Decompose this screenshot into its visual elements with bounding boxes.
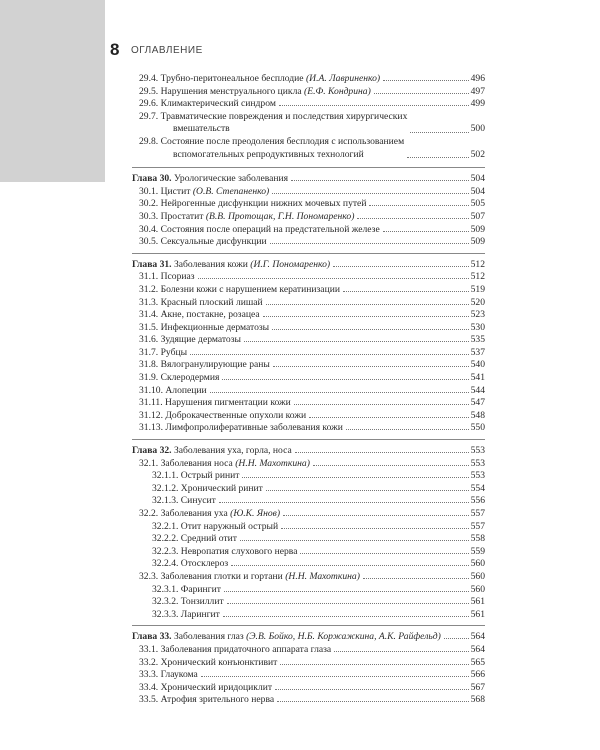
- entry-page: 496: [470, 73, 485, 84]
- dot-leader: [277, 701, 469, 702]
- dot-leader: [410, 132, 468, 133]
- entry-title: 31.6. Зудящие дерматозы: [139, 334, 241, 346]
- entry-title: 31.13. Лимфопролиферативные заболевания кожи: [139, 422, 343, 434]
- toc-entry: [132, 558, 485, 571]
- entry-title-line: вспомогательных репродуктивных технологий: [173, 148, 364, 160]
- entry-page: 559: [470, 545, 485, 557]
- dot-leader: [266, 490, 469, 491]
- entry-author: (И.А. Лавриненко): [305, 73, 381, 84]
- toc-entry: [132, 410, 485, 423]
- dot-leader: [201, 676, 469, 677]
- chapter-label: Глава 30.: [132, 173, 172, 185]
- dot-leader: [294, 404, 469, 405]
- dot-leader: [363, 578, 469, 579]
- chapter-label: Глава 31.: [132, 258, 172, 270]
- entry-title: 29.6. Климактерический синдром: [139, 98, 276, 110]
- entry-title: 29.4. Трубно-перитонеальное бесплодие (И.А. Лавриненко): [139, 73, 381, 84]
- entry-title: 30.2. Нейрогенные дисфункции нижних мочевых путей: [139, 198, 367, 210]
- entry-page: 560: [470, 558, 485, 570]
- entry-page: 547: [470, 397, 485, 409]
- entry-title: 32.2.2. Средний отит: [152, 533, 237, 545]
- entry-page: 537: [470, 346, 485, 358]
- toc-entry: [132, 422, 485, 435]
- toc-entry: [132, 186, 485, 199]
- dot-leader: [444, 638, 469, 639]
- entry-page: 544: [470, 384, 485, 396]
- toc-entry: [132, 533, 485, 546]
- entry-title: 31.11. Нарушения пигментации кожи: [139, 397, 291, 409]
- chapter-section: [132, 253, 485, 435]
- chapter-page: 504: [470, 173, 485, 185]
- dot-leader: [346, 429, 469, 430]
- entry-page: 557: [470, 508, 485, 519]
- entry-page: 497: [470, 85, 485, 97]
- entry-title: 33.4. Хронический иридоциклит: [139, 681, 273, 693]
- chapter-author: (Э.В. Бойко, Н.Б. Коржажкина, А.К. Райфельд): [246, 631, 441, 643]
- entry-page: 558: [470, 533, 485, 545]
- entry-author: (Н.Н. Махоткина): [285, 570, 360, 582]
- dot-leader: [275, 689, 469, 690]
- dot-leader: [309, 417, 469, 418]
- entry-title: 32.2.4. Отосклероз: [152, 558, 229, 570]
- chapter-heading: [132, 259, 485, 272]
- entry-title: 31.12. Доброкачественные опухоли кожи: [139, 409, 307, 421]
- entry-page: 567: [470, 681, 485, 693]
- entry-title: [132, 136, 404, 161]
- toc-entry-multiline: [132, 136, 485, 161]
- entry-page: 502: [470, 148, 485, 160]
- toc-entry: [132, 322, 485, 335]
- entry-page: 530: [470, 321, 485, 333]
- dot-leader: [291, 180, 469, 181]
- entry-title: 30.5. Сексуальные дисфункции: [139, 236, 267, 248]
- entry-author: (В.В. Протощак, Г.Н. Пономаренко): [205, 210, 355, 222]
- entry-page: 504: [470, 185, 485, 197]
- dot-leader: [383, 80, 469, 81]
- entry-page: 550: [470, 422, 485, 434]
- entry-title: 32.1.2. Хронический ринит: [152, 482, 263, 494]
- toc-entry: [132, 297, 485, 310]
- entry-page: 561: [470, 596, 485, 608]
- entry-title: 33.1. Заболевания придаточного аппарата глаза: [139, 643, 332, 655]
- entry-title: 32.1.1. Острый ринит: [152, 470, 240, 482]
- toc-entry: [132, 682, 485, 695]
- entry-title: 30.3. Простатит (В.В. Протощак, Г.Н. Пономаренко): [139, 210, 355, 222]
- entry-title: 32.2.3. Невропатия слухового нерва: [152, 545, 298, 557]
- dot-leader: [263, 316, 469, 317]
- toc-entry: [132, 609, 485, 622]
- entry-page: 540: [470, 359, 485, 371]
- entry-page: 556: [470, 495, 485, 507]
- dot-leader: [223, 616, 469, 617]
- entry-title: 31.8. Вялогранулирующие раны: [139, 359, 270, 371]
- entry-title: 32.3.1. Фарингит: [152, 583, 221, 595]
- chapter-label: Глава 32.: [132, 445, 172, 457]
- entry-author: (О.В. Степаненко): [192, 185, 270, 197]
- toc-entry: [132, 236, 485, 249]
- toc-entry: [132, 224, 485, 237]
- entry-page: 561: [470, 608, 485, 620]
- toc-entry: [132, 73, 485, 86]
- toc-entry: [132, 546, 485, 559]
- dot-leader: [190, 354, 469, 355]
- dot-leader: [227, 603, 469, 604]
- entry-title: 33.3. Глаукома: [139, 669, 198, 681]
- toc-entry-multiline: [132, 111, 485, 136]
- chapter-heading: [132, 631, 485, 644]
- entry-title: 32.3.3. Ларингит: [152, 608, 220, 620]
- table-of-contents: [132, 73, 485, 707]
- dot-leader: [333, 266, 469, 267]
- entry-title-line: вмешательств: [173, 123, 230, 135]
- dot-leader: [407, 157, 468, 158]
- toc-entry: [132, 98, 485, 111]
- dot-leader: [210, 392, 469, 393]
- toc-entry: [132, 521, 485, 534]
- chapter-page: 564: [470, 631, 485, 643]
- dot-leader: [280, 664, 468, 665]
- toc-entry: [132, 596, 485, 609]
- toc-entry: [132, 508, 485, 521]
- dot-leader: [295, 452, 469, 453]
- toc-entry: [132, 458, 485, 471]
- entry-page: 557: [470, 520, 485, 532]
- toc-entry: [132, 372, 485, 385]
- toc-entry: [132, 359, 485, 372]
- entry-title: 32.1.3. Синусит: [152, 495, 216, 507]
- entry-title: 31.10. Алопеции: [139, 384, 207, 396]
- entry-title: 30.4. Состояния после операций на предстательной железе: [139, 223, 380, 235]
- chapter-section: [132, 167, 485, 249]
- entry-page: 541: [470, 372, 485, 384]
- dot-leader: [383, 231, 469, 232]
- chapter-title: Глава 30. Урологические заболевания: [132, 173, 289, 185]
- dot-leader: [266, 304, 469, 305]
- entry-author: (Е.Ф. Кондрина): [304, 85, 371, 97]
- entry-title: 32.2. Заболевания уха (Ю.К. Янов): [139, 508, 281, 519]
- dot-leader: [300, 553, 468, 554]
- toc-entry: [132, 657, 485, 670]
- toc-entry: [132, 495, 485, 508]
- entry-title: 31.3. Красный плоский лишай: [139, 296, 263, 308]
- dot-leader: [219, 502, 469, 503]
- entry-page: 499: [470, 98, 485, 110]
- entry-page: 507: [470, 210, 485, 222]
- running-header: ОГЛАВЛЕНИЕ: [131, 45, 203, 56]
- toc-entry: [132, 694, 485, 707]
- entry-page: 500: [470, 123, 485, 135]
- entry-page: 535: [470, 334, 485, 346]
- entry-page: 564: [470, 643, 485, 655]
- entry-title: [132, 111, 407, 136]
- dot-leader: [279, 105, 469, 106]
- entry-author: (Н.Н. Махоткина): [235, 457, 310, 469]
- page-number: 8: [110, 40, 120, 59]
- chapter-section: [132, 625, 485, 707]
- dot-leader: [313, 465, 469, 466]
- toc-entry: [132, 483, 485, 496]
- entry-page: 548: [470, 409, 485, 421]
- toc-entry: [132, 271, 485, 284]
- chapter-page: 553: [470, 445, 485, 457]
- entry-author: (Ю.К. Янов): [230, 508, 281, 519]
- dot-leader: [242, 477, 468, 478]
- dot-leader: [357, 218, 468, 219]
- dot-leader: [334, 651, 468, 652]
- dot-leader: [374, 93, 469, 94]
- entry-title: 33.5. Атрофия зрительного нерва: [139, 694, 275, 706]
- entry-title: 31.5. Инфекционные дерматозы: [139, 321, 270, 333]
- chapter-section: [132, 439, 485, 621]
- toc-entry: [132, 470, 485, 483]
- toc-entry: [132, 584, 485, 597]
- dot-leader: [222, 379, 468, 380]
- entry-title: 31.7. Рубцы: [139, 346, 188, 358]
- toc-entry: [132, 571, 485, 584]
- entry-title: 32.2.1. Отит наружный острый: [152, 520, 279, 532]
- entry-page: 560: [470, 583, 485, 595]
- dot-leader: [369, 205, 468, 206]
- toc-entry: [132, 86, 485, 99]
- dot-leader: [231, 565, 468, 566]
- entry-title: 32.3.2. Тонзиллит: [152, 596, 224, 608]
- chapter-heading: [132, 445, 485, 458]
- chapter-page: 512: [470, 258, 485, 270]
- entry-page: 560: [470, 570, 485, 582]
- chapter-author: (И.Г. Пономаренко): [250, 258, 331, 270]
- entry-title: 32.1. Заболевания носа (Н.Н. Махоткина): [139, 457, 310, 469]
- entry-title: 31.1. Псориаз: [139, 271, 195, 283]
- entry-page: 509: [470, 223, 485, 235]
- toc-entry: [132, 334, 485, 347]
- entry-page: 566: [470, 669, 485, 681]
- toc-entry: [132, 284, 485, 297]
- chapter-title: Глава 33. Заболевания глаз (Э.В. Бойко, Н.Б. Коржажкина, А.К. Райфельд): [132, 631, 441, 643]
- entry-title: 31.2. Болезни кожи с нарушением кератинизации: [139, 283, 340, 295]
- chapter-title: Глава 31. Заболевания кожи (И.Г. Пономаренко): [132, 258, 331, 270]
- entry-title: 31.9. Склеродермия: [139, 372, 220, 384]
- entry-title: 32.3. Заболевания глотки и гортани (Н.Н. Махоткина): [139, 570, 360, 582]
- entry-page: 553: [470, 457, 485, 469]
- entry-page: 505: [470, 198, 485, 210]
- entry-title: 29.5. Нарушения менструального цикла (Е.Ф. Кондрина): [139, 85, 371, 97]
- entry-title: 33.2. Хронический конъюнктивит: [139, 656, 278, 668]
- dot-leader: [272, 329, 468, 330]
- entry-page: 554: [470, 482, 485, 494]
- dot-leader: [270, 243, 469, 244]
- dot-leader: [281, 528, 469, 529]
- toc-entry: [132, 309, 485, 322]
- chapter-heading: [132, 173, 485, 186]
- entry-page: 553: [470, 470, 485, 482]
- entry-page: 519: [470, 283, 485, 295]
- toc-entry: [132, 397, 485, 410]
- dot-leader: [244, 341, 469, 342]
- entry-page: 568: [470, 694, 485, 706]
- entry-title: 31.4. Акне, постакне, розацеа: [139, 309, 260, 321]
- dot-leader: [273, 366, 469, 367]
- dot-leader: [224, 591, 469, 592]
- toc-entry: [132, 385, 485, 398]
- entry-title-line: 29.7. Травматические повреждения и последствия хирургических: [139, 110, 408, 122]
- entry-page: 520: [470, 296, 485, 308]
- dot-leader: [272, 193, 468, 194]
- entry-page: 523: [470, 309, 485, 321]
- entry-page: 565: [470, 656, 485, 668]
- chapter-title: Глава 32. Заболевания уха, горла, носа: [132, 445, 292, 457]
- entry-page: 512: [470, 271, 485, 283]
- toc-entry: [132, 211, 485, 224]
- toc-entry: [132, 347, 485, 360]
- entry-title-line: 29.8. Состояние после преодоления бесплодия с использованием: [139, 135, 405, 147]
- dot-leader: [240, 540, 469, 541]
- gray-margin-tab: [0, 0, 105, 182]
- entry-title: 30.1. Цистит (О.В. Степаненко): [139, 185, 270, 197]
- chapter-label: Глава 33.: [132, 631, 172, 643]
- toc-entry: [132, 644, 485, 657]
- toc-entry: [132, 669, 485, 682]
- entry-page: 509: [470, 236, 485, 248]
- dot-leader: [343, 291, 469, 292]
- toc-entry: [132, 198, 485, 211]
- dot-leader: [283, 515, 469, 516]
- dot-leader: [198, 278, 469, 279]
